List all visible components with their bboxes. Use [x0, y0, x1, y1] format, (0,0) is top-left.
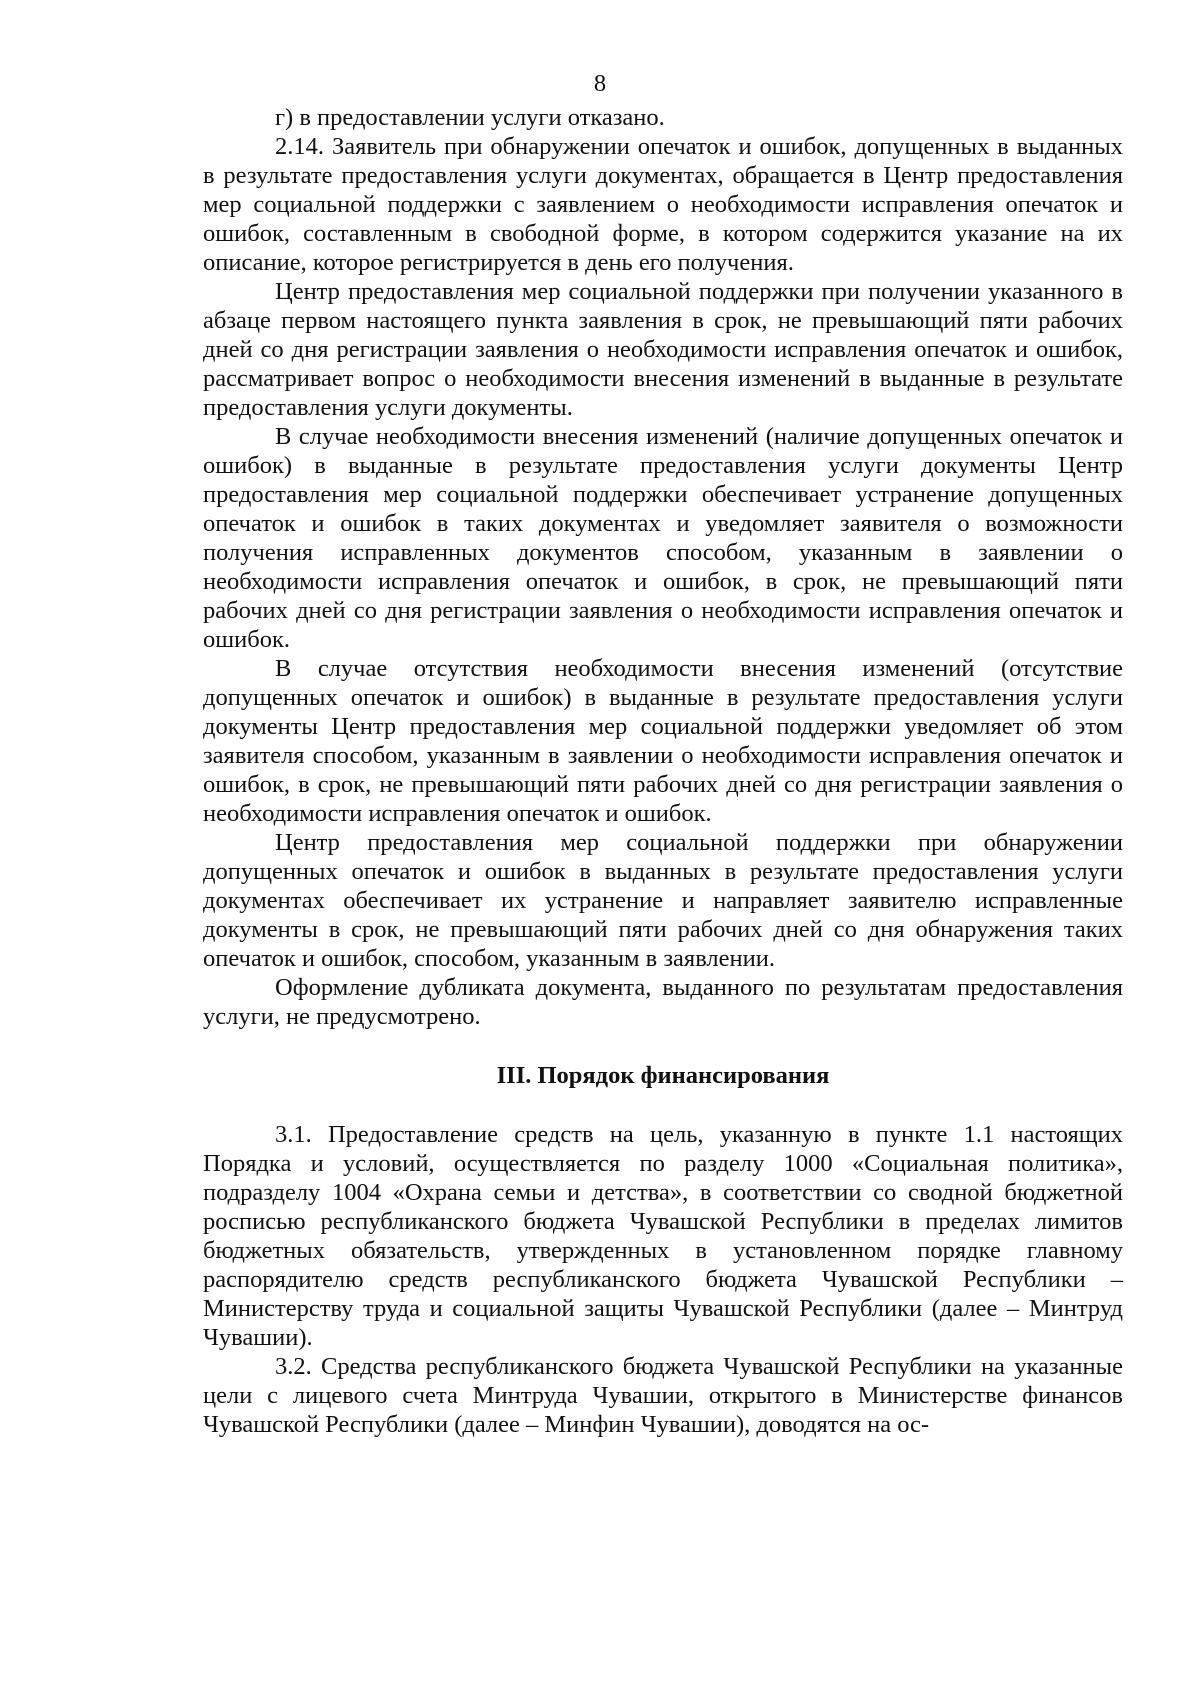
paragraph-duplicate: Оформление дубликата документа, выданного по результатам предоставления услуги, не предусмотрено.	[203, 974, 1123, 1030]
paragraph-center-detected: Центр предоставления мер социальной поддержки при обнаружении допущенных опечаток и ошибок в выданных в результате предоставления услуги документах обеспечивает их устранение и направляет заявителю исправленные документы в срок, не превышающий пяти рабочих дней со дня обнаружения таких опечаток и ошибок, способом, указанным в заявлении.	[203, 829, 1123, 972]
page-number: 8	[593, 70, 607, 97]
paragraph-3-1: 3.1. Предоставление средств на цель, указанную в пункте 1.1 настоящих Порядка и условий, осуществляется по разделу 1000 «Социальная политика», подразделу 1004 «Охрана семьи и детства», в соответствии со сводной бюджетной росписью республиканского бюджета Чувашской Республики в пределах лимитов бюджетных обязательств, утвержденных в установленном порядке главному распорядителю средств республиканского бюджета Чувашской Республики – Министерству труда и социальной защиты Чувашской Республики (далее – Минтруд Чувашии).	[203, 1121, 1123, 1351]
paragraph-2-14: 2.14. Заявитель при обнаружении опечаток и ошибок, допущенных в выданных в результате предоставления услуги документах, обращается в Центр предоставления мер социальной поддержки с заявлением о необходимости исправления опечаток и ошибок, составленным в свободной форме, в котором содержится указание на их описание, которое регистрируется в день его получения.	[203, 133, 1123, 276]
paragraph-refusal: г) в предоставлении услуги отказано.	[275, 104, 665, 131]
paragraph-review: Центр предоставления мер социальной поддержки при получении указанного в абзаце первом настоящего пункта заявления в срок, не превышающий пяти рабочих дней со дня регистрации заявления о необходимости исправления опечаток и ошибок, рассматривает вопрос о необходимости внесения изменений в выданные в результате предоставления услуги документы.	[203, 278, 1123, 421]
paragraph-corrections-needed: В случае необходимости внесения изменений (наличие допущенных опечаток и ошибок) в выданные в результате предоставления услуги документы Центр предоставления мер социальной поддержки обеспечивает устранение допущенных опечаток и ошибок в таких документах и уведомляет заявителя о возможности получения исправленных документов способом, указанным в заявлении о необходимости исправления опечаток и ошибок, в срок, не превышающий пяти рабочих дней со дня регистрации заявления о необходимости исправления опечаток и ошибок.	[203, 423, 1123, 653]
section-heading: III. Порядок финансирования	[496, 1062, 830, 1089]
paragraph-3-2: 3.2. Средства республиканского бюджета Чувашской Республики на указанные цели с лицевого счета Минтруда Чувашии, открытого в Министерстве финансов Чувашской Республики (далее – Минфин Чувашии), доводятся на ос-	[203, 1353, 1123, 1438]
document-body	[203, 103, 1123, 1439]
paragraph-no-corrections: В случае отсутствия необходимости внесения изменений (отсутствие допущенных опечаток и ошибок) в выданные в результате предоставления услуги документы Центр предоставления мер социальной поддержки уведомляет об этом заявителя способом, указанным в заявлении о необходимости исправления опечаток и ошибок, в срок, не превышающий пяти рабочих дней со дня регистрации заявления о необходимости исправления опечаток и ошибок.	[203, 655, 1123, 827]
